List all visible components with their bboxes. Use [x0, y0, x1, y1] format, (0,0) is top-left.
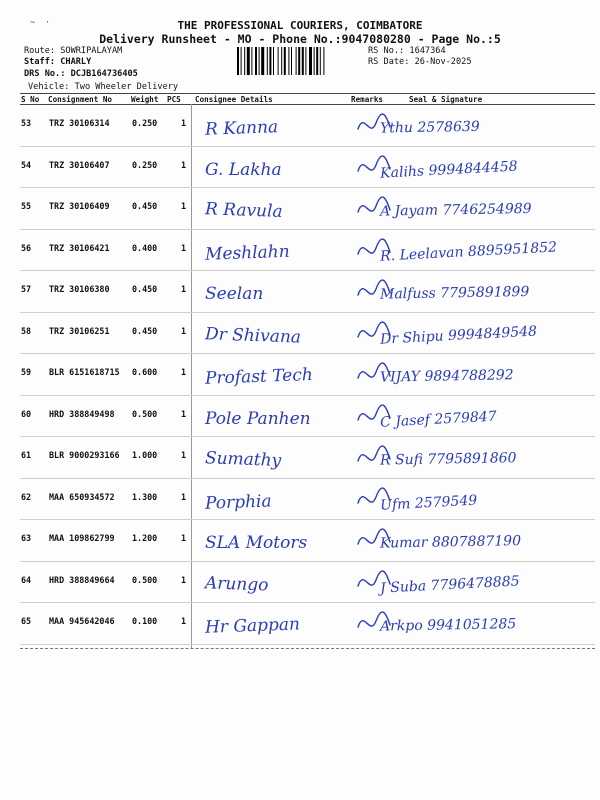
- pcs-cell: 1: [181, 201, 187, 211]
- table-row: [20, 230, 595, 271]
- weight-cell: 0.500: [132, 574, 158, 585]
- serial-number-cell: 63: [21, 533, 32, 543]
- consignment-number-cell: BLR 9000293166: [49, 450, 120, 460]
- vehicle-label: Vehicle:: [28, 82, 70, 92]
- serial-number-cell: 56: [21, 242, 32, 253]
- consignment-number-cell: HRD 388849664: [49, 574, 115, 585]
- weight-cell: 0.250: [132, 118, 158, 128]
- signature: [350, 479, 580, 519]
- serial-number-cell: 65: [21, 616, 32, 626]
- drs-line: [24, 69, 138, 80]
- signature: [350, 354, 580, 394]
- drs-value: DCJB164736405: [70, 69, 138, 79]
- serial-number-cell: 62: [21, 491, 32, 502]
- signature: [350, 188, 580, 228]
- consignee-name-text: Arungo: [204, 572, 269, 595]
- drs-label: DRS No.:: [24, 69, 66, 79]
- col-weight: Weight: [131, 95, 159, 104]
- consignee-handwritten-name: [195, 232, 335, 268]
- table-row: [20, 105, 595, 146]
- consignee-name-text: Seelan: [205, 284, 264, 304]
- table-row: [20, 271, 595, 312]
- signature-text: Ufm 2579549: [379, 492, 478, 514]
- consignee-name-text: Meshlahn: [204, 241, 290, 265]
- serial-number-cell: 64: [21, 574, 32, 585]
- serial-number-cell: 60: [21, 408, 32, 419]
- signature: [350, 520, 580, 560]
- signature: [350, 603, 580, 643]
- serial-number-cell: 54: [21, 159, 32, 170]
- rs-date-line: [368, 57, 472, 68]
- consignee-handwritten-name: [195, 356, 335, 392]
- signature-text: Arkpo 9941051285: [379, 616, 517, 635]
- pcs-cell: 1: [181, 450, 187, 460]
- consignee-handwritten-name: [195, 315, 335, 351]
- consignee-handwritten-name: [195, 522, 335, 558]
- signature-text: VIJAY 9894788292: [379, 367, 514, 386]
- table-row: [20, 396, 595, 437]
- table-row: [20, 603, 595, 644]
- pcs-cell: 1: [181, 491, 187, 502]
- staff-value: CHARLY: [60, 57, 92, 67]
- consignment-number-cell: MAA 109862799: [49, 533, 115, 543]
- consignee-name-text: Hr Gappan: [204, 614, 301, 638]
- signature: [350, 230, 580, 270]
- consignment-number-cell: TRZ 30106251: [49, 325, 110, 336]
- signature-text: Kalihs 9994844458: [379, 158, 518, 182]
- header-top-rule: [20, 93, 595, 94]
- signature-text: R Sufi 7795891860: [379, 450, 517, 469]
- consignment-number-cell: TRZ 30106314: [49, 118, 110, 128]
- route-line: [24, 46, 122, 57]
- runsheet-title: Delivery Runsheet - MO - Phone No.:9047080280 - Page No.:5: [99, 32, 501, 46]
- col-consignment: Consignment No: [48, 95, 113, 104]
- serial-number-cell: 53: [21, 118, 32, 128]
- weight-cell: 0.100: [132, 616, 158, 626]
- consignee-name-text: G. Lakha: [205, 159, 282, 180]
- consignment-number-cell: TRZ 30106421: [49, 242, 110, 253]
- signature: [350, 313, 580, 353]
- weight-cell: 0.600: [132, 367, 158, 377]
- consignee-name-text: Porphia: [204, 490, 272, 514]
- route-label: Route:: [24, 46, 56, 56]
- table-row: [20, 562, 595, 603]
- consignee-name-text: Sumathy: [204, 448, 282, 471]
- weight-cell: 0.450: [132, 201, 158, 211]
- table-row: [20, 147, 595, 188]
- weight-cell: 0.450: [132, 284, 158, 294]
- weight-cell: 0.500: [132, 408, 158, 419]
- consignee-handwritten-name: [195, 481, 335, 517]
- route-value: SOWRIPALAYAM: [60, 46, 123, 56]
- signature: [350, 437, 580, 477]
- signature-text: Dr Shipu 9994849548: [379, 323, 538, 348]
- col-consignee: Consignee Details: [195, 95, 273, 104]
- consignment-number-cell: TRZ 30106409: [49, 201, 110, 211]
- consignee-name-text: SLA Motors: [205, 533, 308, 553]
- rs-info: [368, 46, 472, 68]
- serial-number-cell: 55: [21, 201, 32, 211]
- pcs-cell: 1: [181, 616, 187, 626]
- consignee-name-text: R Kanna: [204, 117, 279, 140]
- signature-text: C Jasef 2579847: [379, 408, 498, 431]
- pcs-cell: 1: [181, 574, 187, 585]
- signature: [350, 105, 580, 145]
- signature-text: Ythu 2578639: [379, 118, 480, 137]
- consignment-number-cell: TRZ 30106407: [49, 159, 110, 170]
- serial-number-cell: 61: [21, 450, 32, 460]
- rs-no-label: RS No.:: [368, 46, 405, 56]
- staff-label: Staff:: [24, 57, 56, 67]
- signature: [350, 562, 580, 602]
- col-pcs: PCS: [167, 95, 181, 104]
- weight-cell: 0.450: [132, 325, 158, 336]
- signature-text: J Suba 7796478885: [379, 572, 520, 597]
- consignee-handwritten-name: [195, 149, 335, 185]
- rs-no-line: [368, 46, 472, 57]
- consignment-number-cell: MAA 650934572: [49, 491, 115, 502]
- consignment-number-cell: MAA 945642046: [49, 616, 115, 626]
- pcs-cell: 1: [181, 159, 187, 170]
- corner-mark: ~ ·: [30, 18, 53, 28]
- table-end-rule: [20, 648, 595, 649]
- table-row: [20, 479, 595, 520]
- weight-cell: 1.200: [132, 533, 158, 543]
- pcs-cell: 1: [181, 325, 187, 336]
- consignment-number-cell: HRD 388849498: [49, 408, 115, 419]
- signature-text: A Jayam 7746254989: [379, 200, 532, 220]
- table-row: [20, 437, 595, 478]
- signature: [350, 147, 580, 187]
- pcs-cell: 1: [181, 367, 187, 377]
- consignment-number-cell: BLR 6151618715: [49, 367, 120, 377]
- table-row: [20, 354, 595, 395]
- consignee-handwritten-name: [195, 107, 335, 143]
- pcs-cell: 1: [181, 242, 187, 253]
- company-title: THE PROFESSIONAL COURIERS, COIMBATORE: [177, 19, 423, 32]
- pcs-cell: 1: [181, 408, 187, 419]
- consignee-name-text: Pole Panhen: [205, 408, 311, 429]
- signature-text: Malfuss 7795891899: [379, 283, 530, 303]
- consignee-name-text: Profast Tech: [204, 364, 314, 389]
- consignee-name-text: Dr Shivana: [204, 323, 302, 348]
- signature: [350, 396, 580, 436]
- consignee-name-text: R Ravula: [204, 199, 283, 222]
- signature-text: R. Leelavan 8895951852: [379, 238, 558, 265]
- signature: [350, 271, 580, 311]
- weight-cell: 0.400: [132, 242, 158, 253]
- table-row: [20, 520, 595, 561]
- consignee-handwritten-name: [195, 564, 335, 600]
- rs-date-label: RS Date:: [368, 57, 410, 67]
- serial-number-cell: 58: [21, 325, 32, 336]
- serial-number-cell: 57: [21, 284, 32, 294]
- consignee-handwritten-name: [195, 439, 335, 475]
- col-sno: S No: [21, 95, 40, 104]
- staff-line: [24, 57, 91, 68]
- consignee-handwritten-name: [195, 605, 335, 641]
- weight-cell: 0.250: [132, 159, 158, 170]
- consignee-handwritten-name: [195, 398, 335, 434]
- col-signature: Seal & Signature: [409, 95, 483, 104]
- vehicle-value: Two Wheeler Delivery: [74, 82, 179, 92]
- weight-cell: 1.000: [132, 450, 158, 460]
- rs-no-value: 1647364: [409, 46, 446, 56]
- pcs-cell: 1: [181, 284, 187, 294]
- consignee-handwritten-name: [195, 190, 335, 226]
- table-row: [20, 313, 595, 354]
- weight-cell: 1.300: [132, 491, 158, 502]
- consignee-handwritten-name: [195, 273, 335, 309]
- pcs-cell: 1: [181, 118, 187, 128]
- col-remarks: Remarks: [351, 95, 384, 104]
- barcode: [237, 47, 363, 75]
- table-row: [20, 188, 595, 229]
- consignment-number-cell: TRZ 30106380: [49, 284, 110, 294]
- signature-text: Kumar 8807887190: [379, 533, 522, 552]
- row-divider: [20, 644, 595, 645]
- rs-date-value: 26-Nov-2025: [414, 57, 472, 67]
- vehicle-line: [28, 82, 178, 92]
- pcs-cell: 1: [181, 533, 187, 543]
- serial-number-cell: 59: [21, 367, 32, 377]
